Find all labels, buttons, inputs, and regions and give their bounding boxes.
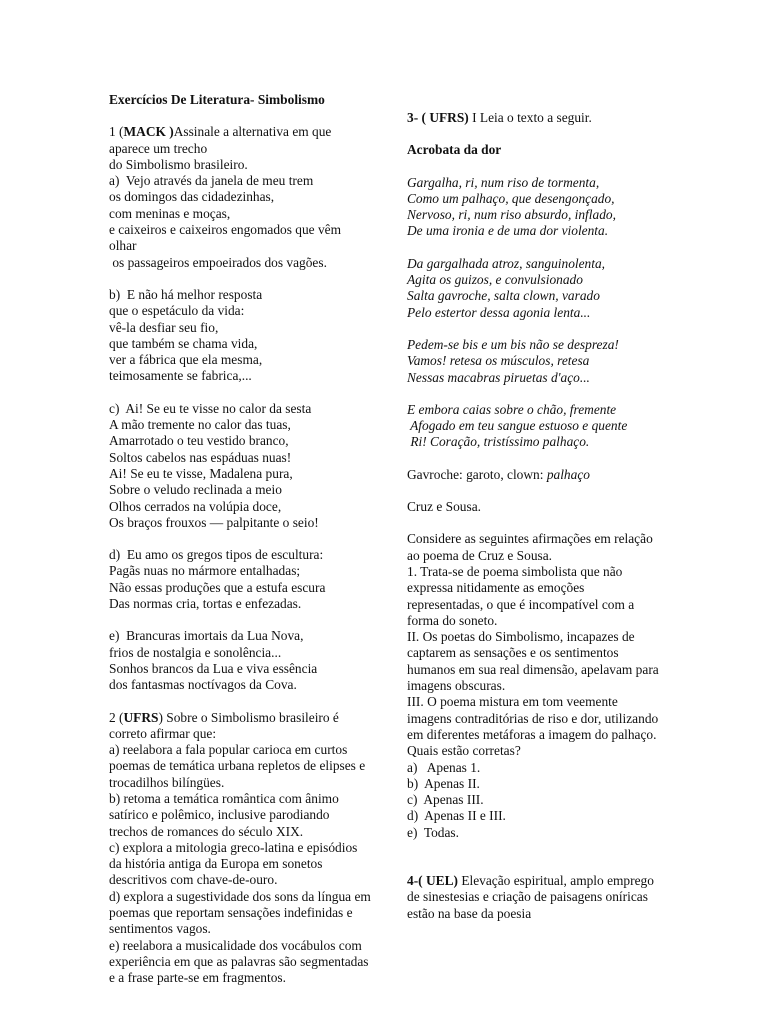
q1-option-c: c) Ai! Se eu te visse no calor da sesta A mão tremente no calor das tuas, Amarrotado o teu vestido branco, Soltos cabelos nas espáduas nuas! Ai! Se eu te visse, Madalena pura, Sobre o veludo reclinada a meio Olhos cerrados na volúpia doce, Os braços frouxos — palpitante o seio! — [109, 400, 319, 530]
q1-intro: 1 (MACK )Assinale a alternativa em que aparece um trecho — [109, 124, 332, 156]
q2-option-c: c) explora a mitologia greco-latina e episódios da história antiga da Europa em sonetos descritivos com chave-de-ouro. — [109, 839, 358, 888]
q2-option-a: a) reelabora a fala popular carioca em curtos poemas de temática urbana repletos de elipses e trocadilhos bilíngües. — [109, 742, 366, 790]
poem-title: Acrobata da dor — [407, 142, 502, 158]
left-column — [109, 92, 371, 1003]
q2-option-e: e) reelabora a musicalidade dos vocábulos com experiência em que as palavras são segmentadas e a frase parte-se em fragmentos. — [109, 937, 369, 986]
statement-3: III. O poema mistura em tom veemente imagens contraditórias de riso e dor, utilizando em diferentes metáforas a imagem do palhaço. — [407, 694, 659, 742]
q1-option-e: e) Brancuras imortais da Lua Nova, frios de nostalgia e sonolência... Sonhos brancos da Lua e viva essência dos fantasmas noctívagos da Cova. — [109, 628, 318, 693]
q2-source: UFRS — [123, 709, 159, 725]
poem-author: Cruz e Sousa. — [407, 499, 482, 515]
question-3-heading: 3- ( UFRS) I Leia o texto a seguir. — [407, 110, 592, 125]
document-title: Exercícios De Literatura- Simbolismo — [109, 92, 325, 107]
question-4: 4-( UEL) Elevação espiritual, amplo emprego de sinestesias e criação de paisagens oníricas estão na base da poesia — [407, 872, 654, 921]
q1-option-b: b) E não há melhor resposta que o espetáculo da vida: vê-la desfiar seu fio, que também se chama vida, ver a fábrica que ela mesma, teimosamente se fabrica,... — [109, 286, 263, 384]
right-column — [407, 92, 659, 938]
q3-option-a: a) Apenas 1. — [407, 759, 481, 775]
glossary: Gavroche: garoto, clown: palhaço — [407, 466, 590, 482]
statement-2: II. Os poetas do Simbolismo, incapazes de captarem as sensações e os sentimentos humanos em sua real dimensão, apelavam para imagens obscuras. — [407, 629, 659, 694]
q1-intro-end: do Simbolismo brasileiro. — [109, 156, 248, 172]
poem-stanza-3: Pedem-se bis e um bis não se despreza! Vamos! retesa os músculos, retesa Nessas macabras piruetas d'aço... — [407, 336, 619, 385]
q4-source: UEL) — [425, 872, 458, 888]
q1-source: MACK ) — [123, 124, 174, 140]
statement-1: 1. Trata-se de poema simbolista que não expressa nitidamente as emoções representadas, o que é incompatível com a forma do soneto. — [407, 563, 635, 628]
poem-stanza-4: E embora caias sobre o chão, fremente Afogado em teu sangue estuoso e quente Ri! Coração, tristíssimo palhaço. — [407, 401, 628, 450]
question-2 — [109, 710, 371, 987]
poem-stanza-1: Gargalha, ri, num riso de tormenta, Como um palhaço, que desengonçado, Nervoso, ri, num riso absurdo, inflado, De uma ironia e de uma dor violenta. — [407, 174, 616, 239]
q2-option-b: b) retoma a temática romântica com ânimo satírico e polêmico, inclusive parodiando trechos de romances do século XIX. — [109, 790, 339, 839]
q3-question: Quais estão corretas? — [407, 743, 521, 759]
q1-option-a: a) Vejo através da janela de meu trem os domingos das cidadezinhas, com meninas e moças, e caixeiros e caixeiros engomados que vêm olhar os passageiros empoeirados dos vagões. — [109, 173, 342, 270]
q3-option-d: d) Apenas II e III. — [407, 808, 506, 824]
q3-statements: Considere as seguintes afirmações em relação ao poema de Cruz e Sousa. 1. Trata-se de poema simbolista que não expressa nitidamente as emoções representadas, o que é incompatível com a forma do soneto. II. Os poetas do Simbolismo, incapazes de captarem as sensações e os sentimentos humanos em sua real dimensão, apelavam para imagens obscuras. III. O poema mistura em tom veemente imagens contraditórias de riso e dor, utilizando em diferentes metáforas a imagem do palhaço. Quais estão corretas? a) Apenas 1. b) Apenas II. c) Apenas III. d) Apenas II e III. e) Todas. — [407, 531, 659, 840]
question-1 — [109, 124, 371, 271]
q2-option-d: d) explora a sugestividade dos sons da língua em poemas que reportam sensações indefinidas e sentimentos vagos. — [109, 888, 371, 937]
q1-option-d: d) Eu amo os gregos tipos de escultura: Pagãs nuas no mármore entalhadas; Não essas produções que a estufa escura Das normas cria, tortas e enfezadas. — [109, 547, 326, 612]
q3-source: UFRS) — [429, 110, 469, 125]
q3-option-c: c) Apenas III. — [407, 792, 484, 808]
poem-stanza-2: Da gargalhada atroz, sanguinolenta, Agita os guizos, e convulsionado Salta gavroche, salta clown, varado Pelo estertor dessa agonia lenta... — [407, 255, 606, 320]
q2-intro: 2 (UFRS) Sobre o Simbolismo brasileiro é correto afirmar que: — [109, 709, 339, 741]
q3-option-b: b) Apenas II. — [407, 775, 480, 791]
q3-option-e: e) Todas. — [407, 824, 459, 840]
